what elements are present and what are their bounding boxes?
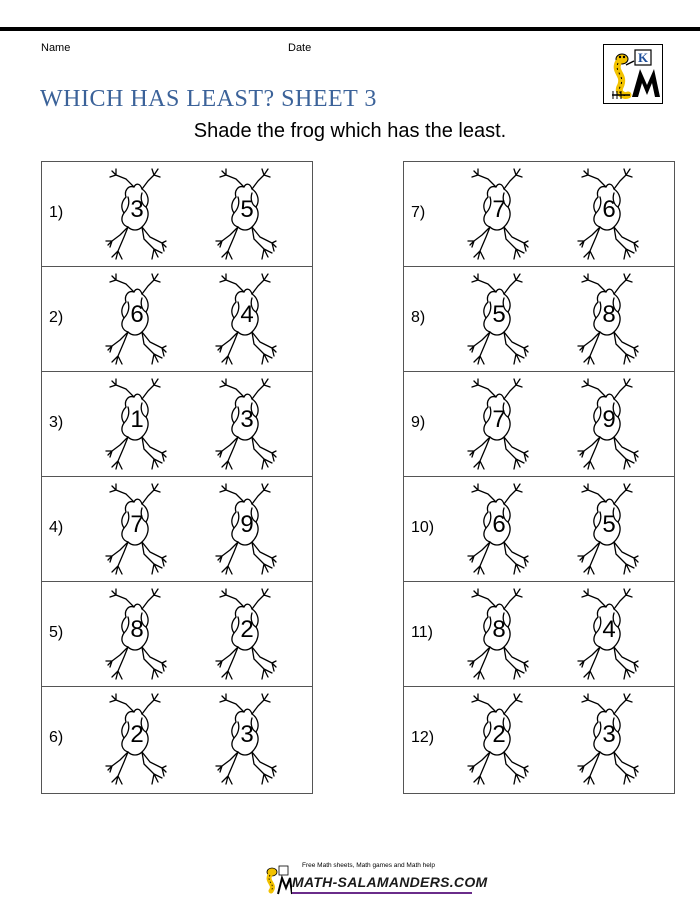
- question-number: 5): [49, 624, 64, 641]
- frog-number: 6: [602, 196, 616, 223]
- footer-underline: [292, 892, 472, 894]
- footer-brand: MATH-SALAMANDERS.COM: [292, 874, 488, 890]
- frog-number: 7: [130, 511, 144, 538]
- frog-number: 5: [240, 196, 254, 223]
- frog-option-b[interactable]: [576, 270, 642, 368]
- question-row: [42, 162, 312, 267]
- frog-number: 6: [492, 511, 506, 538]
- frog-option-b[interactable]: [214, 480, 280, 578]
- frog-option-a[interactable]: [466, 270, 532, 368]
- frog-number: 5: [602, 511, 616, 538]
- frog-number: 6: [130, 301, 144, 328]
- frog-number: 8: [130, 616, 144, 643]
- frog-option-a[interactable]: [104, 270, 170, 368]
- frog-option-a[interactable]: [466, 165, 532, 263]
- frog-option-b[interactable]: [576, 585, 642, 683]
- frog-number: 7: [492, 406, 506, 433]
- frog-number: 2: [130, 721, 144, 748]
- frog-number: 9: [240, 511, 254, 538]
- question-row: [404, 687, 674, 793]
- frog-number: 4: [240, 301, 254, 328]
- frog-option-a[interactable]: [466, 375, 532, 473]
- frog-number: 2: [492, 721, 506, 748]
- question-number: 6): [49, 729, 64, 746]
- footer-tagline: Free Math sheets, Math games and Math help: [302, 862, 435, 869]
- salamander-logo-icon: [603, 44, 663, 104]
- question-number: 4): [49, 519, 64, 536]
- footer-branding: [262, 862, 488, 898]
- question-row: [42, 687, 312, 793]
- frog-option-a[interactable]: [104, 585, 170, 683]
- frog-number: 5: [492, 301, 506, 328]
- frog-number: 7: [492, 196, 506, 223]
- frog-option-b[interactable]: [214, 270, 280, 368]
- question-number: 11): [411, 624, 433, 641]
- frog-number: 4: [602, 616, 616, 643]
- question-number: 1): [49, 204, 64, 221]
- question-row: [404, 477, 674, 582]
- question-number: 3): [49, 414, 64, 431]
- frog-number: 9: [602, 406, 616, 433]
- logo-letter: K: [637, 50, 649, 65]
- frog-option-b[interactable]: [214, 165, 280, 263]
- frog-number: 2: [240, 616, 254, 643]
- top-rule: [0, 27, 700, 31]
- frog-option-b[interactable]: [214, 375, 280, 473]
- frog-number: 3: [602, 721, 616, 748]
- frog-option-a[interactable]: [466, 585, 532, 683]
- question-row: [42, 477, 312, 582]
- frog-option-b[interactable]: [576, 375, 642, 473]
- question-number: 9): [411, 414, 426, 431]
- footer-mascot-icon: [262, 864, 292, 896]
- questions-column-right: [403, 161, 675, 794]
- frog-option-b[interactable]: [576, 480, 642, 578]
- frog-number: 3: [240, 406, 254, 433]
- questions-column-left: [41, 161, 313, 794]
- frog-option-a[interactable]: [104, 480, 170, 578]
- frog-option-a[interactable]: [104, 375, 170, 473]
- date-label: Date: [288, 42, 312, 54]
- question-number: 12): [411, 729, 435, 746]
- frog-number: 3: [130, 196, 144, 223]
- question-row: [404, 582, 674, 687]
- frog-number: 8: [492, 616, 506, 643]
- instruction-text: Shade the frog which has the least.: [193, 120, 507, 142]
- question-number: 2): [49, 309, 64, 326]
- frog-option-b[interactable]: [214, 585, 280, 683]
- question-row: [42, 582, 312, 687]
- question-row: [42, 372, 312, 477]
- frog-number: 1: [130, 406, 144, 433]
- frog-option-b[interactable]: [576, 165, 642, 263]
- frog-option-a[interactable]: [104, 165, 170, 263]
- frog-option-a[interactable]: [466, 480, 532, 578]
- question-row: [404, 372, 674, 477]
- frog-number: 8: [602, 301, 616, 328]
- frog-option-b[interactable]: [576, 690, 642, 788]
- question-number: 7): [411, 204, 426, 221]
- frog-option-a[interactable]: [466, 690, 532, 788]
- question-number: 10): [411, 519, 435, 536]
- question-row: [42, 267, 312, 372]
- question-number: 8): [411, 309, 426, 326]
- page-title: WHICH HAS LEAST? SHEET 3: [40, 86, 377, 112]
- frog-option-a[interactable]: [104, 690, 170, 788]
- question-row: [404, 267, 674, 372]
- frog-option-b[interactable]: [214, 690, 280, 788]
- frog-number: 3: [240, 721, 254, 748]
- name-label: Name: [41, 42, 71, 54]
- question-row: [404, 162, 674, 267]
